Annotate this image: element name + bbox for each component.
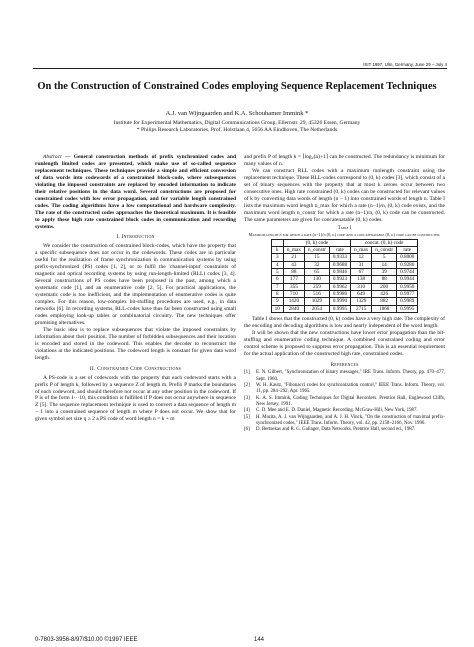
table-caption: Maximum length n for which a rate (n−1)/n (0, k) code and a concatenatable (0, k) code can be constructed.	[248, 231, 441, 237]
reference-number: [3]	[244, 395, 250, 401]
table-cell: 2054	[304, 305, 329, 312]
table-cell: 15	[304, 254, 329, 261]
table-group-header-row	[271, 239, 418, 246]
table-column-header: n_constr	[372, 247, 397, 254]
table-cell: 0.9333	[329, 254, 350, 261]
table-group-header: (0, k) code	[283, 239, 350, 246]
table-body	[271, 254, 418, 312]
table-cell: 9	[271, 298, 283, 305]
table-cell: 88	[372, 276, 397, 283]
table-cell: 8	[271, 290, 283, 297]
table-cell: 516	[304, 290, 329, 297]
table-cell: 0.9286	[397, 261, 418, 268]
table-row	[271, 290, 418, 297]
table-cell: 0.9962	[329, 283, 350, 290]
reference-text: D. Bertsekas and R. G. Gallager, Data Networks. Prentice Hall, second ed., 1987.	[256, 427, 416, 433]
reference-list	[244, 370, 445, 433]
page-number: 144	[254, 637, 265, 643]
table-column-header: rate	[329, 247, 350, 254]
intro-paragraph-1: We consider the construction of constrained block-codes, which have the property that a specific subsequence does not occur in the codewords. These codes are in particular useful for the realization of frame synchronization in communication systems by using prefix-synchronized (PS) codes [1, 2], or to fulfil the 'channel-input' constraints of magnetic and optical recording systems by using run-length-limited (RLL) codes [3, 4]. Several constructions of PS codes have been proposed in the past, among which a systematic code [1], and an enumerative code [2, 5]. For practical applications, the systematic code is too inefficient, and the implementation of enumerative codes is quite complex. For this reason, low-complex bit-stuffing procedures are used, e.g., in data networks [6]. In recording systems, RLL-codes have thus far been constructed using small codes employing look-up tables or combinatorial circuitry. The new techniques offer promising alternatives.	[35, 243, 236, 326]
intro-paragraph-2: The basic idea is to replace subsequences that violate the imposed constraints by information about their position. The number of forbidden subsequences and their location is encoded and stored in the codeword. This enables the decoder to reconstruct the violations at the indicated positions. The codeword length is constant for given data word length.	[35, 326, 236, 361]
table-cell: 32	[304, 261, 329, 268]
affiliations	[20, 120, 454, 135]
table-cell: 0.9995	[397, 305, 418, 312]
table-cell: 0.8000	[397, 254, 418, 261]
table-cell: 0.9990	[329, 298, 350, 305]
left-column	[35, 154, 236, 423]
reference-number: [4]	[244, 408, 250, 414]
table-cell: 39	[372, 269, 397, 276]
abstract-label: Abstract	[43, 154, 62, 160]
table-cell: 0.9944	[397, 276, 418, 283]
table-cell: 310	[351, 283, 372, 290]
table-cell: 177	[283, 276, 304, 283]
table-cell: 0.9989	[397, 298, 418, 305]
table-cell: 426	[372, 290, 397, 297]
reference-number: [6]	[244, 427, 250, 433]
table-cell: 649	[351, 290, 372, 297]
table-cell: 6	[271, 276, 283, 283]
table-cell: 3	[271, 254, 283, 261]
right-paragraph-4: It will be shown that the new constructions have lower error propagation than the bit-stuffing and enumerative coding technique. A combined constrained coding and error control scheme is proposed to suppress error propagation. This is an essential requirement for the actual application of the constructed high rate, constrained codes.	[244, 329, 445, 357]
paper-authors: A.J. van Wijngaarden and K.A. Schouhamer Immink *	[165, 110, 309, 117]
table-cell: 0.9980	[329, 290, 350, 297]
table-cell: 10	[271, 305, 283, 312]
table-cell: 31	[351, 261, 372, 268]
table-cell: 0.9923	[329, 276, 350, 283]
table-cell: 1329	[351, 298, 372, 305]
table-row	[271, 305, 418, 312]
reference-item	[244, 396, 445, 409]
section-heading-introduction: I. Introduction	[116, 234, 155, 241]
table-cell: 5	[271, 269, 283, 276]
reference-text: C. D. Mee and E. D. Daniel, Magnetic Recording. McGraw-Hill, New York, 1987.	[256, 408, 418, 414]
table-cell: 0.9744	[397, 269, 418, 276]
right-paragraph-2: We can construct RLL codes with a maximum runlength constraint using the replacement technique. These RLL-codes correspond to (0, k) codes [3], which consist of a set of binary sequences with the property that at most k zeroes occur between two consecutive ones. High rate constrained (0, k) codes can be constructed for relevant values of k by converting data words of length (n − 1) into constrained words of length n. Table I lists the maximum word length n_max for which a rate (n−1)/n, (0, k) code exists, and the maximum word length n_constr for which a rate (n−1)/n, (0, k) code can be constructed. The same parameters are given for concatenatable (0, k) codes.	[244, 167, 445, 223]
table-cell: 4	[271, 261, 283, 268]
footer-isbn: 0-7803-3956-8/97/$10.00 ©1997 IEEE	[35, 637, 138, 643]
table-column-header: rate	[397, 247, 418, 254]
reference-item	[244, 415, 445, 428]
table-row	[271, 269, 418, 276]
table-cell: 138	[351, 276, 372, 283]
reference-item	[244, 427, 445, 433]
table-cell: 2715	[351, 305, 372, 312]
table-cell: 130	[304, 276, 329, 283]
reference-text: E. N. Gilbert, "Synchronization of binary messages," IRE Trans. Inform. Theory, pp. 470–477, Sept. 1960.	[256, 370, 445, 382]
table-cell: 67	[351, 269, 372, 276]
table-cell: 0.9995	[329, 305, 350, 312]
table-row	[271, 298, 418, 305]
table-header-empty	[271, 239, 283, 246]
right-paragraph-3: Table I shows that the constructed (0, k) codes have a very high rate. The complexity of the encoding and decoding algorithms is low and nearly independent of the word length.	[244, 315, 445, 329]
table-cell: 0.9688	[329, 261, 350, 268]
table-cell: 882	[372, 298, 397, 305]
abstract-text: — General construction methods of prefix synchronized codes and runlength limited codes are presented, which make use of so-called sequence replacement techniques. These techniques provide a simple and efficient conversion of data words into codewords of a constrained block-code, where subsequences violating the imposed constraints are replaced by encoded information to indicate their relative positions in the data word. Several constructions are proposed for constrained codes with low error propagation, and for variable length constrained codes. The coding algorithms have a low computational and hardware complexity. The rate of the constructed codes approaches the theoretical maximum. It is feasible to apply these high rate constrained block codes in communication and recording systems.	[35, 154, 237, 230]
table-header-row	[271, 247, 418, 254]
table-cell: 7	[271, 283, 283, 290]
table-cell: 259	[304, 283, 329, 290]
reference-number: [2]	[244, 383, 250, 389]
table-cell: 21	[283, 254, 304, 261]
table-cell: 65	[304, 269, 329, 276]
table-row	[271, 283, 418, 290]
table-cell: 2840	[283, 305, 304, 312]
table-cell: 710	[283, 290, 304, 297]
paper-title: On the Construction of Constrained Codes employing Sequence Replacement Techniques	[37, 81, 437, 92]
conference-header: ISIT 1997, Ulm, Germany, June 29 – July 4	[33, 62, 447, 69]
table-cell: 355	[283, 283, 304, 290]
constructions-paragraph-1: A PS-code is a set of codewords with the property that each codeword starts with a prefix P of length k, followed by a sequence Z of length m. Prefix P marks the boundaries of each codeword, and should therefore not occur at any other position in the codeword. If P is of the form 1···10, this condition is fulfilled if P does not occur anywhere in sequence Z [5]. The sequence replacement technique is used to convert a data sequence of length m − 1 into a constrained sequence of length m where P does not occur. We show that for given symbol set size q ≥ 2 a PS code of word length n = k + m	[35, 374, 236, 423]
table-column-header: n_max	[283, 247, 304, 254]
table-column-header: n_max	[351, 247, 372, 254]
references-heading: References	[330, 361, 359, 368]
table-column-header: n_constr	[304, 247, 329, 254]
table-cell: 200	[372, 283, 397, 290]
table-row	[271, 276, 418, 283]
table-cell: 88	[283, 269, 304, 276]
table-cell: 1868	[372, 305, 397, 312]
table-row	[271, 261, 418, 268]
reference-item	[244, 383, 445, 396]
reference-text: K. A. S. Immink, Coding Techniques for Digital Recorders. Prentice Hall, Englewood Cliffs, New Jersey, 1991.	[256, 395, 445, 407]
table-cell: 0.9977	[397, 290, 418, 297]
reference-text: H. Morita, A. J. van Wijngaarden, and A. J. H. Vinck, "On the construction of maximal prefix-synchronized codes," IEEE Trans. Inform. Theory, vol. 42, pp. 2158–2166, Nov. 1996.	[256, 414, 445, 426]
reference-number: [5]	[244, 414, 250, 420]
reference-text: W. H. Kautz, "Fibonacci codes for synchronization control," IEEE Trans. Inform. Theory, vol. 11, pp. 284–292, Apr. 1965.	[256, 383, 445, 395]
affiliation-1: Institute for Experimental Mathematics, Digital Communications Group, Ellernstr. 29, 45326 Essen, Germany	[113, 120, 361, 126]
table-caption-label: Table I	[337, 225, 352, 231]
table-cell: 43	[283, 261, 304, 268]
table-group-header: concat. (0, k) code	[351, 239, 418, 246]
table-cell: 12	[351, 254, 372, 261]
right-column	[244, 154, 445, 433]
section-heading-constructions: II. Constrained Code Constructions	[89, 365, 182, 372]
table-column-header: k	[271, 247, 283, 254]
table-row	[271, 254, 418, 261]
reference-number: [1]	[244, 370, 250, 376]
right-paragraph-1: and prefix P of length k = ⌈log₂(n)+1⌉ can be constructed. The redundancy is minimum for many values of n.	[244, 154, 445, 167]
table-cell: 5	[372, 254, 397, 261]
table-cell: 1420	[283, 298, 304, 305]
table-cell: 0.9950	[397, 283, 418, 290]
abstract	[35, 154, 236, 230]
results-table	[271, 239, 419, 313]
reference-item	[244, 370, 445, 383]
table-cell: 14	[372, 261, 397, 268]
table-cell: 1029	[304, 298, 329, 305]
affiliation-2: * Philips Research Laboratories, Prof. Holstlaan 4, 5656 AA Eindhoven, The Netherlands	[136, 127, 338, 134]
table-cell: 0.9846	[329, 269, 350, 276]
